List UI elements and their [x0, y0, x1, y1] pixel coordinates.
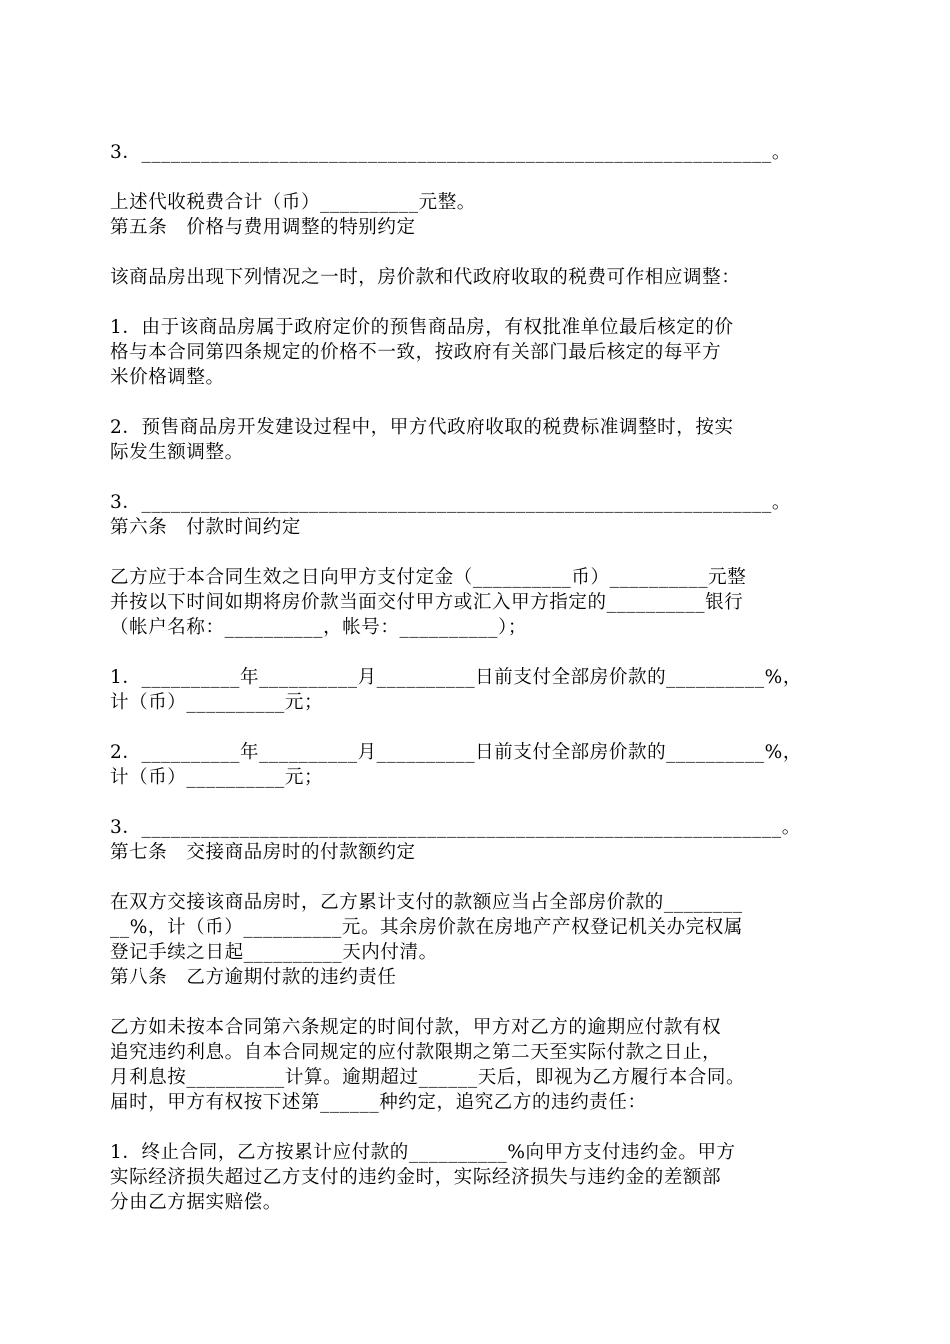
blank-line: [110, 640, 845, 665]
article-5-intro: 该商品房出现下列情况之一时，房价款和代政府收取的税费可作相应调整：: [110, 267, 741, 288]
blank-line: [110, 790, 845, 815]
article-8-body-line-2: 追究违约利息。自本合同规定的应付款限期之第二天至实际付款之日止，: [110, 1042, 722, 1063]
article-6-heading: 第六条 付款时间约定: [110, 517, 302, 538]
article-8-body-line-1: 乙方如未按本合同第六条规定的时间付款，甲方对乙方的逾期应付款有权: [110, 1017, 722, 1038]
article-6-item-2-line-2: 计（币）__________元；: [110, 767, 324, 788]
article-8-heading: 第八条 乙方逾期付款的违约责任: [110, 967, 397, 988]
article-6-intro-line-3: （帐户名称：__________，帐号：__________）；: [110, 617, 527, 638]
blank-line: [110, 465, 845, 490]
article-7-body-line-2: __%，计（币）__________元。其余房价款在房地产产权登记机关办完权属: [110, 917, 743, 938]
contract-page: [110, 140, 845, 1215]
blank-line: [110, 240, 845, 265]
article-6-item-3: 3．_________________________________________________________________。: [110, 817, 801, 838]
article-8-item-1-line-1: 1．终止合同，乙方按累计应付款的__________%向甲方支付违约金。甲方: [110, 1142, 736, 1163]
article-5-item-3: 3．________________________________________________________________。: [110, 492, 791, 513]
article-6-item-1-line-1: 1．__________年__________月__________日前支付全部房价款的__________%，: [110, 667, 802, 688]
article-7-heading: 第七条 交接商品房时的付款额约定: [110, 842, 416, 863]
article-6-item-1-line-2: 计（币）__________元；: [110, 692, 324, 713]
blank-line: [110, 865, 845, 890]
clause-4-item-3: 3．________________________________________________________________。: [110, 142, 791, 163]
blank-line: [110, 290, 845, 315]
blank-line: [110, 540, 845, 565]
article-6-intro-line-1: 乙方应于本合同生效之日向甲方支付定金（__________币）__________元整: [110, 567, 747, 588]
article-8-body-line-3: 月利息按__________计算。逾期超过______天后，即视为乙方履行本合同。: [110, 1067, 746, 1088]
article-5-item-2-line-1: 2．预售商品房开发建设过程中，甲方代政府收取的税费标准调整时，按实: [110, 417, 734, 438]
blank-line: [110, 990, 845, 1015]
article-6-item-2-line-1: 2．__________年__________月__________日前支付全部房价款的__________%，: [110, 742, 802, 763]
article-8-item-1-line-3: 分由乙方据实赔偿。: [110, 1192, 282, 1213]
blank-line: [110, 1115, 845, 1140]
blank-line: [110, 390, 845, 415]
article-8-item-1-line-2: 实际经济损失超过乙方支付的违约金时，实际经济损失与违约金的差额部: [110, 1167, 722, 1188]
tax-total-line: 上述代收税费合计（币）__________元整。: [110, 192, 476, 213]
article-5-heading: 第五条 价格与费用调整的特别约定: [110, 217, 416, 238]
article-6-intro-line-2: 并按以下时间如期将房价款当面交付甲方或汇入甲方指定的__________银行: [110, 592, 744, 613]
article-7-body-line-1: 在双方交接该商品房时，乙方累计支付的款额应当占全部房价款的________: [110, 892, 743, 913]
article-7-body-line-3: 登记手续之日起__________天内付清。: [110, 942, 438, 963]
article-5-item-1-line-2: 格与本合同第四条规定的价格不一致，按政府有关部门最后核定的每平方: [110, 342, 722, 363]
article-8-body-line-4: 届时，甲方有权按下述第______种约定，追究乙方的违约责任：: [110, 1092, 647, 1113]
article-5-item-1-line-3: 米价格调整。: [110, 367, 225, 388]
article-5-item-2-line-2: 际发生额调整。: [110, 442, 244, 463]
blank-line: [110, 165, 845, 190]
article-5-item-1-line-1: 1．由于该商品房属于政府定价的预售商品房，有权批准单位最后核定的价: [110, 317, 734, 338]
blank-line: [110, 715, 845, 740]
